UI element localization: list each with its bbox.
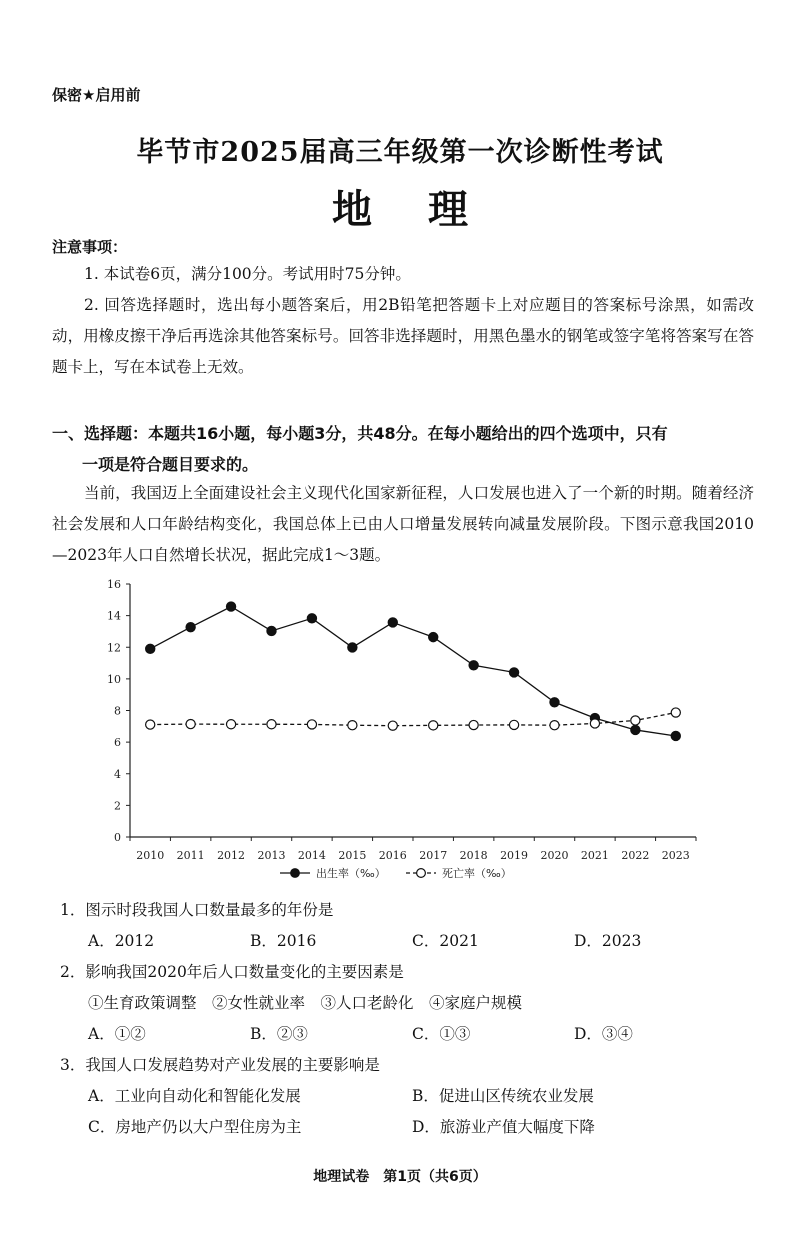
death-rate-point [267,720,276,729]
population-chart [90,572,730,884]
birth-rate-point [186,623,195,632]
death-rate-point [631,716,640,725]
x-tick-label: 2017 [419,849,448,862]
x-tick-label: 2015 [338,849,367,862]
exam-title: 毕节市2025届高三年级第一次诊断性考试 [136,137,664,168]
intro-paragraph: 当前，我国迈上全面建设社会主义现代化国家新征程，人口发展也进入了一个新的时期。随着经济社会发展和人口年龄结构变化，我国总体上已由人口增量发展转向减量发展阶段。下图示意我国2010—2023年人口自然增长状况，据此完成1～3题。 [52,484,754,564]
subject-char-2: 理 [428,187,468,233]
q3-option-d[interactable]: D．旅游业产值大幅度下降 [412,1118,595,1136]
y-tick-label: 2 [114,799,121,813]
x-tick-label: 2013 [257,849,286,862]
death-rate-point [550,721,559,730]
x-tick-label: 2014 [297,849,326,862]
y-tick-label: 4 [114,767,121,781]
y-tick-label: 0 [114,831,121,844]
birth-rate-point [429,633,438,642]
question-1-stem: 1．图示时段我国人口数量最多的年份是 [60,901,334,919]
death-rate-point [590,719,599,728]
x-tick-label: 2021 [580,849,609,862]
y-tick-label: 16 [107,578,121,591]
death-rate-point [469,720,478,729]
x-tick-label: 2016 [378,849,407,862]
legend-birth-label: 出生率（‰） [316,867,386,880]
section-line-2: 一项是符合题目要求的。 [82,455,259,474]
death-rate-point [146,720,155,729]
question-3-stem: 3．我国人口发展趋势对产业发展的主要影响是 [60,1056,380,1074]
x-tick-label: 2022 [621,849,650,862]
q3-option-a[interactable]: A．工业向自动化和智能化发展 [88,1087,301,1105]
y-tick-label: 12 [107,641,121,655]
y-tick-label: 6 [114,736,121,750]
x-tick-label: 2011 [176,849,205,862]
birth-rate-point [509,668,518,677]
birth-rate-point [348,643,357,652]
confidential-label: 保密★启用前 [52,86,141,104]
notice-item-1: 1. 本试卷6页，满分100分。考试用时75分钟。 [84,265,411,283]
q1-option-a[interactable]: A．2012 [88,932,155,950]
death-rate-point [388,721,397,730]
q1-option-b[interactable]: B．2016 [250,932,317,950]
birth-rate-point [226,602,235,611]
x-tick-label: 2023 [661,849,690,862]
x-tick-label: 2010 [136,849,165,862]
death-rate-point [429,721,438,730]
birth-rate-point [388,618,397,627]
question-2-stem: 2．影响我国2020年后人口数量变化的主要因素是 [60,963,404,981]
birth-rate-point [550,698,559,707]
legend-death-label: 死亡率（‰） [442,867,512,880]
legend-birth-marker [291,869,300,878]
q3-option-b[interactable]: B．促进山区传统农业发展 [412,1087,594,1105]
y-tick-label: 14 [107,609,121,623]
subject-char-1: 地 [332,187,372,233]
death-rate-point [307,720,316,729]
death-rate-point [509,720,518,729]
subject-title [0,178,800,235]
q2-option-c[interactable]: C．①③ [412,1025,471,1043]
notice-heading: 注意事项： [52,238,128,256]
q3-option-c[interactable]: C．房地产仍以大户型住房为主 [88,1118,302,1136]
birth-rate-point [671,731,680,740]
page-footer: 地理试卷 第1页（共6页） [313,1169,487,1185]
x-tick-label: 2019 [500,849,529,862]
death-rate-point [348,721,357,730]
birth-rate-point [146,644,155,653]
section-heading [52,418,758,480]
legend-death-marker [417,869,426,878]
birth-rate-point [469,661,478,670]
y-tick-label: 10 [107,672,121,686]
section-line-1: 一、选择题：本题共16小题，每小题3分，共48分。在每小题给出的四个选项中，只有 [52,424,668,443]
death-rate-point [671,708,680,717]
x-tick-label: 2012 [217,849,246,862]
q2-option-b[interactable]: B．②③ [250,1025,308,1043]
q2-option-d[interactable]: D．③④ [574,1025,633,1043]
death-rate-point [226,720,235,729]
x-tick-label: 2020 [540,849,569,862]
q1-option-d[interactable]: D．2023 [574,932,642,950]
birth-rate-point [631,725,640,734]
birth-rate-point [267,626,276,635]
q2-option-a[interactable]: A．①② [88,1025,146,1043]
q1-option-c[interactable]: C．2021 [412,932,479,950]
death-rate-point [186,719,195,728]
notice-item-2: 2. 回答选择题时，选出每小题答案后，用2B铅笔把答题卡上对应题目的答案标号涂黑，如需改动，用橡皮擦干净后再选涂其他答案标号。回答非选择题时，用黑色墨水的钢笔或签字笔将答案写在答题卡上，写在本试卷上无效。 [52,296,754,376]
x-tick-label: 2018 [459,849,488,862]
q2-factors: ①生育政策调整 ②女性就业率 ③人口老龄化 ④家庭户规模 [88,994,523,1012]
birth-rate-point [307,614,316,623]
y-tick-label: 8 [114,704,121,718]
